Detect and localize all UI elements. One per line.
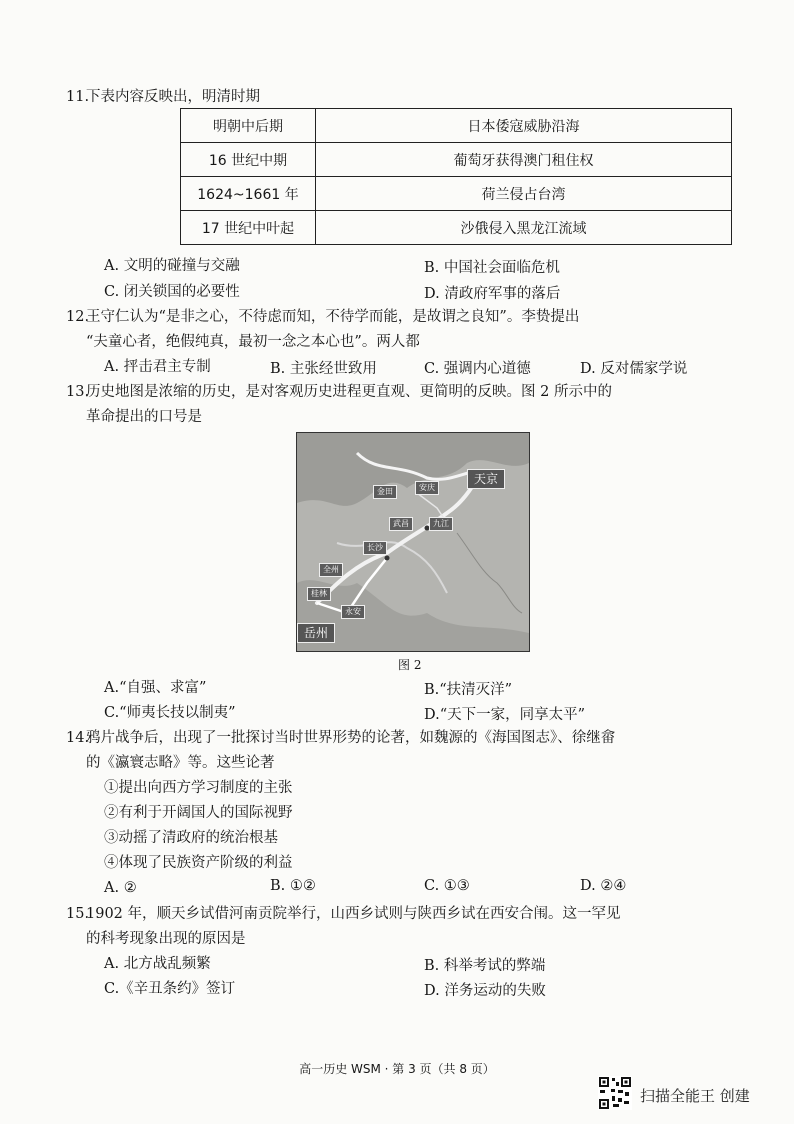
table-row [181,109,732,143]
table-cell: 16 世纪中期 [181,143,316,177]
q11-table [180,108,732,245]
table-row [181,143,732,177]
table-cell: 明朝中后期 [181,109,316,143]
map-label: 岳州 [297,623,335,643]
q15-line2: 的科考现象出现的原因是 [86,931,246,947]
map-graphic [297,433,529,651]
q11-option-b: B. 中国社会面临危机 [424,260,560,276]
q14-option-a: A. ② [104,880,137,896]
q14-statement: ④体现了民族资产阶级的利益 [104,855,293,871]
qr-code-icon [598,1076,632,1110]
q15-line1 [66,904,621,924]
q13-number: 13. [66,384,90,400]
taiping-route-map [296,432,530,652]
scanner-watermark: 扫描全能王 创建 [640,1087,750,1105]
table-cell: 葡萄牙获得澳门租住权 [316,143,732,177]
figure-caption: 图 2 [398,658,422,672]
q14-number: 14. [66,730,90,746]
q11-option-c: C. 闭关锁国的必要性 [104,284,240,300]
table-cell: 荷兰侵占台湾 [316,177,732,211]
q14-line1 [66,728,616,748]
q13-option-a: A.“自强、求富” [104,680,207,696]
q12-option-a: A. 抨击君主专制 [104,359,211,375]
q14-line2: 的《瀛寰志略》等。这些论著 [86,755,275,771]
map-label: 安庆 [415,481,439,495]
q15-option-d: D. 洋务运动的失败 [424,983,546,999]
q14-statement: ②有利于开阔国人的国际视野 [104,805,293,821]
map-label: 金田 [373,485,397,499]
q14-statement: ①提出向西方学习制度的主张 [104,780,293,796]
q12-line1 [66,307,580,327]
q14-option-b: B. ①② [270,878,316,894]
table-cell: 沙俄侵入黑龙江流域 [316,211,732,245]
q11-option-d: D. 清政府军事的落后 [424,286,561,302]
q13-line1 [66,382,612,402]
q15-option-b: B. 科举考试的弊端 [424,958,546,974]
q14-option-d: D. ②④ [580,878,627,894]
q12-option-b: B. 主张经世致用 [270,361,377,377]
table-cell: 1624~1661 年 [181,177,316,211]
q15-option-a: A. 北方战乱频繁 [104,956,211,972]
q12-line1-text: 王守仁认为“是非之心，不待虑而知，不待学而能，是故谓之良知”。李贽提出 [86,309,580,325]
q14-statement: ③动摇了清政府的统治根基 [104,830,278,846]
q11-stem [66,87,260,107]
map-label: 桂林 [307,587,331,601]
q15-number: 15. [66,906,90,922]
q15-line1-text: 1902 年，顺天乡试借河南贡院举行，山西乡试则与陕西乡试在西安合闱。这一罕见 [86,906,621,922]
q13-option-b: B.“扶清灭洋” [424,682,513,698]
q14-line1-text: 鸦片战争后，出现了一批探讨当时世界形势的论著，如魏源的《海国图志》、徐继畲 [86,730,616,746]
table-row [181,177,732,211]
map-label-tianjing: 天京 [467,469,505,489]
map-label: 长沙 [363,541,387,555]
q14-option-c: C. ①③ [424,878,470,894]
map-label: 永安 [341,605,365,619]
q12-option-d: D. 反对儒家学说 [580,361,688,377]
map-label: 九江 [429,517,453,531]
table-cell: 日本倭寇威胁沿海 [316,109,732,143]
q12-option-c: C. 强调内心道德 [424,361,531,377]
q13-option-c: C.“师夷长技以制夷” [104,705,236,721]
table-cell: 17 世纪中叶起 [181,211,316,245]
q13-line2: 革命提出的口号是 [86,409,202,425]
q15-option-c: C.《辛丑条约》签订 [104,981,236,997]
q11-stem-text: 下表内容反映出，明清时期 [86,89,260,105]
page-footer: 高一历史 WSM · 第 3 页（共 8 页） [299,1062,495,1076]
q11-number: 11. [66,89,90,105]
q12-line2: “夫童心者，绝假纯真，最初一念之本心也”。两人都 [86,334,420,350]
table-row [181,211,732,245]
q12-number: 12. [66,309,90,325]
map-label: 全州 [319,563,343,577]
q11-option-a: A. 文明的碰撞与交融 [104,258,240,274]
map-label: 武昌 [389,517,413,531]
q13-option-d: D.“天下一家，同享太平” [424,707,586,723]
q13-line1-text: 历史地图是浓缩的历史，是对客观历史进程更直观、更简明的反映。图 2 所示中的 [86,384,612,400]
